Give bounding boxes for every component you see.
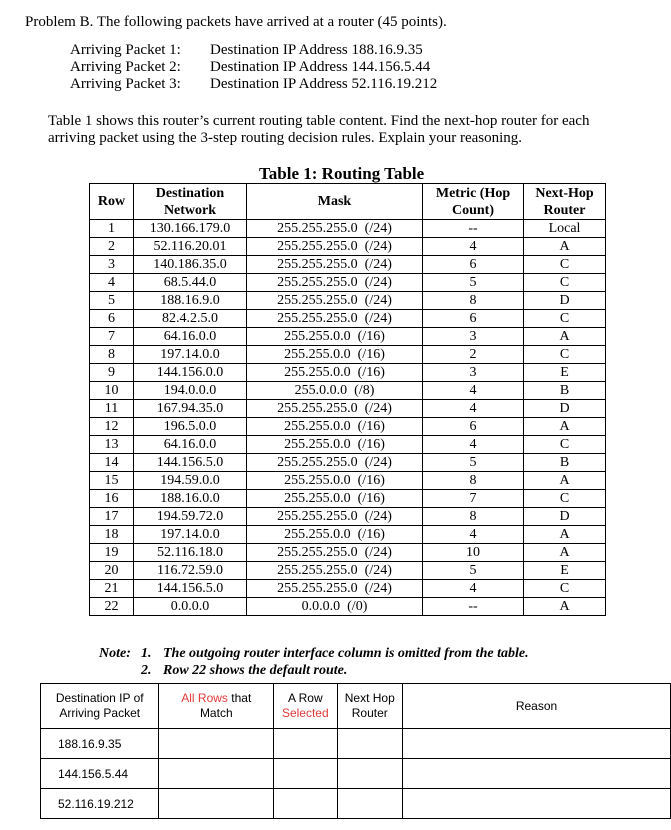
- packet-1-label: Arriving Packet 1:: [70, 42, 181, 58]
- cell-mask: 255.255.0.0 (/16): [247, 346, 423, 364]
- answer-header-all-rows-line-2: Match: [199, 706, 233, 720]
- cell-destination-network: 140.186.35.0: [134, 256, 247, 274]
- cell-metric: 4: [423, 382, 524, 400]
- answer-table: [40, 683, 671, 819]
- cell-row-number: 10: [90, 382, 134, 400]
- header-next-hop: [524, 184, 606, 220]
- cell-metric: --: [423, 598, 524, 616]
- routing-table-row: [90, 454, 606, 472]
- packet-3-destination: Destination IP Address 52.116.19.212: [210, 76, 438, 92]
- cell-row-number: 22: [90, 598, 134, 616]
- cell-next-hop-router: Local: [524, 220, 606, 238]
- cell-metric: --: [423, 220, 524, 238]
- cell-mask: 255.255.0.0 (/16): [247, 436, 423, 454]
- answer-row: [41, 729, 671, 759]
- cell-row-number: 16: [90, 490, 134, 508]
- answer-header-all-rows-rest: that: [227, 691, 252, 705]
- routing-table-row: [90, 472, 606, 490]
- cell-destination-network: 52.116.20.01: [134, 238, 247, 256]
- routing-table-row: [90, 220, 606, 238]
- note-1-number: 1.: [141, 646, 152, 661]
- cell-mask: 255.255.0.0 (/16): [247, 328, 423, 346]
- header-mask: Mask: [247, 184, 423, 220]
- cell-mask: 255.255.0.0 (/16): [247, 418, 423, 436]
- cell-mask: 255.255.255.0 (/24): [247, 256, 423, 274]
- routing-table-row: [90, 328, 606, 346]
- cell-mask: 255.255.255.0 (/24): [247, 238, 423, 256]
- cell-next-hop-router: C: [524, 580, 606, 598]
- routing-table-row: [90, 436, 606, 454]
- cell-mask: 0.0.0.0 (/0): [247, 598, 423, 616]
- cell-row-number: 20: [90, 562, 134, 580]
- cell-next-hop-router: B: [524, 382, 606, 400]
- routing-table-row: [90, 526, 606, 544]
- routing-table-row: [90, 400, 606, 418]
- routing-table-title: Table 1: Routing Table: [259, 164, 425, 183]
- cell-destination-network: 116.72.59.0: [134, 562, 247, 580]
- routing-table-row: [90, 238, 606, 256]
- cell-row-number: 15: [90, 472, 134, 490]
- cell-destination-network: 144.156.0.0: [134, 364, 247, 382]
- cell-row-number: 12: [90, 418, 134, 436]
- cell-row-number: 1: [90, 220, 134, 238]
- cell-mask: 255.0.0.0 (/8): [247, 382, 423, 400]
- cell-destination-network: 144.156.5.0: [134, 454, 247, 472]
- cell-next-hop-router: A: [524, 526, 606, 544]
- cell-mask: 255.255.255.0 (/24): [247, 310, 423, 328]
- note-label: Note:: [99, 646, 131, 661]
- cell-metric: 8: [423, 508, 524, 526]
- header-destination-network: [134, 184, 247, 220]
- cell-destination-network: 82.4.2.5.0: [134, 310, 247, 328]
- cell-row-number: 4: [90, 274, 134, 292]
- cell-metric: 4: [423, 436, 524, 454]
- cell-next-hop-router: D: [524, 400, 606, 418]
- cell-destination-network: 197.14.0.0: [134, 346, 247, 364]
- header-metric-line-1: Metric (Hop: [435, 185, 511, 201]
- cell-next-hop-router: E: [524, 562, 606, 580]
- note-1-text: The outgoing router interface column is omitted from the table.: [163, 646, 529, 661]
- answer-header-all-rows-red: All Rows: [181, 691, 228, 705]
- header-metric-line-2: Count): [451, 202, 494, 218]
- header-destination-line-1: Destination: [155, 185, 225, 201]
- answer-reason[interactable]: [403, 789, 671, 819]
- cell-row-number: 7: [90, 328, 134, 346]
- answer-table-header: [41, 684, 671, 729]
- cell-metric: 4: [423, 526, 524, 544]
- cell-next-hop-router: C: [524, 490, 606, 508]
- answer-next-hop[interactable]: [337, 729, 402, 759]
- routing-table-row: [90, 364, 606, 382]
- routing-table-row: [90, 346, 606, 364]
- routing-table-row: [90, 598, 606, 616]
- packet-2-destination: Destination IP Address 144.156.5.44: [210, 59, 431, 75]
- answer-reason[interactable]: [403, 729, 671, 759]
- answer-row: [41, 789, 671, 819]
- answer-reason[interactable]: [403, 759, 671, 789]
- answer-all-rows-match[interactable]: [159, 729, 274, 759]
- cell-next-hop-router: A: [524, 328, 606, 346]
- cell-next-hop-router: C: [524, 256, 606, 274]
- cell-destination-network: 197.14.0.0: [134, 526, 247, 544]
- answer-header-destination: [41, 684, 159, 729]
- answer-destination-ip: 188.16.9.35: [41, 729, 159, 759]
- cell-destination-network: 167.94.35.0: [134, 400, 247, 418]
- routing-table-row: [90, 382, 606, 400]
- cell-metric: 7: [423, 490, 524, 508]
- cell-row-number: 3: [90, 256, 134, 274]
- routing-table: [89, 183, 606, 616]
- answer-header-next-hop-line-2: Router: [351, 706, 388, 720]
- cell-destination-network: 64.16.0.0: [134, 328, 247, 346]
- cell-destination-network: 130.166.179.0: [134, 220, 247, 238]
- routing-table-header: [90, 184, 606, 220]
- cell-next-hop-router: C: [524, 274, 606, 292]
- cell-next-hop-router: A: [524, 472, 606, 490]
- cell-destination-network: 144.156.5.0: [134, 580, 247, 598]
- cell-row-number: 14: [90, 454, 134, 472]
- routing-table-row: [90, 544, 606, 562]
- answer-next-hop[interactable]: [337, 759, 402, 789]
- cell-next-hop-router: E: [524, 364, 606, 382]
- packet-3-label: Arriving Packet 3:: [70, 76, 181, 92]
- cell-destination-network: 194.59.0.0: [134, 472, 247, 490]
- instructions-line-1: Table 1 shows this router’s current routing table content. Find the next-hop router for each: [48, 113, 590, 129]
- answer-all-rows-match[interactable]: [159, 789, 274, 819]
- cell-mask: 255.255.0.0 (/16): [247, 364, 423, 382]
- note-2-number: 2.: [141, 663, 152, 678]
- answer-header-next-hop-line-1: Next Hop: [344, 691, 395, 705]
- cell-next-hop-router: A: [524, 598, 606, 616]
- routing-table-row: [90, 562, 606, 580]
- answer-header-reason: Reason: [403, 684, 671, 729]
- cell-mask: 255.255.0.0 (/16): [247, 526, 423, 544]
- cell-next-hop-router: C: [524, 310, 606, 328]
- cell-metric: 3: [423, 364, 524, 382]
- header-row: Row: [90, 184, 134, 220]
- cell-destination-network: 0.0.0.0: [134, 598, 247, 616]
- cell-mask: 255.255.255.0 (/24): [247, 562, 423, 580]
- cell-metric: 10: [423, 544, 524, 562]
- cell-mask: 255.255.255.0 (/24): [247, 454, 423, 472]
- routing-table-row: [90, 274, 606, 292]
- cell-mask: 255.255.255.0 (/24): [247, 580, 423, 598]
- cell-row-number: 17: [90, 508, 134, 526]
- cell-row-number: 5: [90, 292, 134, 310]
- header-next-hop-line-2: Router: [543, 202, 586, 218]
- cell-destination-network: 196.5.0.0: [134, 418, 247, 436]
- cell-row-number: 21: [90, 580, 134, 598]
- cell-metric: 6: [423, 256, 524, 274]
- cell-mask: 255.255.0.0 (/16): [247, 490, 423, 508]
- routing-table-row: [90, 292, 606, 310]
- cell-mask: 255.255.255.0 (/24): [247, 508, 423, 526]
- cell-next-hop-router: A: [524, 418, 606, 436]
- cell-mask: 255.255.255.0 (/24): [247, 544, 423, 562]
- note-2-text: Row 22 shows the default route.: [163, 663, 348, 678]
- cell-destination-network: 188.16.0.0: [134, 490, 247, 508]
- cell-destination-network: 188.16.9.0: [134, 292, 247, 310]
- answer-header-next-hop: [337, 684, 402, 729]
- cell-metric: 8: [423, 292, 524, 310]
- instructions-line-2: arriving packet using the 3-step routing decision rules. Explain your reasoning.: [48, 130, 523, 146]
- cell-row-number: 11: [90, 400, 134, 418]
- cell-next-hop-router: C: [524, 436, 606, 454]
- problem-heading: Problem B. The following packets have arrived at a router (45 points).: [25, 14, 447, 30]
- answer-header-destination-line-1: Destination IP of: [55, 691, 144, 705]
- cell-metric: 4: [423, 238, 524, 256]
- routing-table-row: [90, 580, 606, 598]
- packet-2-label: Arriving Packet 2:: [70, 59, 181, 75]
- cell-metric: 5: [423, 562, 524, 580]
- cell-next-hop-router: D: [524, 292, 606, 310]
- routing-table-row: [90, 418, 606, 436]
- cell-metric: 5: [423, 454, 524, 472]
- packet-1-destination: Destination IP Address 188.16.9.35: [210, 42, 423, 58]
- cell-destination-network: 194.59.72.0: [134, 508, 247, 526]
- cell-next-hop-router: C: [524, 346, 606, 364]
- routing-table-row: [90, 310, 606, 328]
- cell-metric: 5: [423, 274, 524, 292]
- cell-row-number: 19: [90, 544, 134, 562]
- cell-row-number: 9: [90, 364, 134, 382]
- cell-next-hop-router: A: [524, 238, 606, 256]
- cell-destination-network: 68.5.44.0: [134, 274, 247, 292]
- cell-row-number: 8: [90, 346, 134, 364]
- cell-metric: 4: [423, 580, 524, 598]
- cell-row-number: 2: [90, 238, 134, 256]
- cell-metric: 8: [423, 472, 524, 490]
- answer-row: [41, 759, 671, 789]
- cell-metric: 4: [423, 400, 524, 418]
- cell-row-number: 13: [90, 436, 134, 454]
- routing-table-row: [90, 256, 606, 274]
- answer-row-selected[interactable]: [274, 759, 337, 789]
- answer-header-destination-line-2: Arriving Packet: [59, 706, 141, 720]
- cell-mask: 255.255.255.0 (/24): [247, 220, 423, 238]
- cell-metric: 6: [423, 310, 524, 328]
- cell-metric: 3: [423, 328, 524, 346]
- answer-destination-ip: 52.116.19.212: [41, 789, 159, 819]
- answer-next-hop[interactable]: [337, 789, 402, 819]
- note-1: [99, 645, 529, 662]
- answer-header-row-selected-line-2: Selected: [281, 706, 329, 720]
- note-2: [99, 662, 348, 679]
- cell-next-hop-router: D: [524, 508, 606, 526]
- notes: [99, 645, 529, 679]
- cell-metric: 6: [423, 418, 524, 436]
- header-destination-line-2: Network: [163, 202, 217, 218]
- cell-destination-network: 64.16.0.0: [134, 436, 247, 454]
- answer-row-selected[interactable]: [274, 789, 337, 819]
- cell-mask: 255.255.255.0 (/24): [247, 292, 423, 310]
- routing-table-row: [90, 490, 606, 508]
- cell-mask: 255.255.0.0 (/16): [247, 472, 423, 490]
- cell-metric: 2: [423, 346, 524, 364]
- cell-mask: 255.255.255.0 (/24): [247, 274, 423, 292]
- cell-destination-network: 52.116.18.0: [134, 544, 247, 562]
- cell-next-hop-router: A: [524, 544, 606, 562]
- header-next-hop-line-1: Next-Hop: [535, 185, 594, 201]
- header-metric: [423, 184, 524, 220]
- answer-row-selected[interactable]: [274, 729, 337, 759]
- routing-table-row: [90, 508, 606, 526]
- cell-row-number: 18: [90, 526, 134, 544]
- cell-destination-network: 194.0.0.0: [134, 382, 247, 400]
- answer-header-all-rows-match: [159, 684, 274, 729]
- cell-row-number: 6: [90, 310, 134, 328]
- cell-next-hop-router: B: [524, 454, 606, 472]
- answer-header-row-selected-line-1: A Row: [287, 691, 323, 705]
- answer-destination-ip: 144.156.5.44: [41, 759, 159, 789]
- answer-all-rows-match[interactable]: [159, 759, 274, 789]
- answer-header-row-selected: [274, 684, 337, 729]
- cell-mask: 255.255.255.0 (/24): [247, 400, 423, 418]
